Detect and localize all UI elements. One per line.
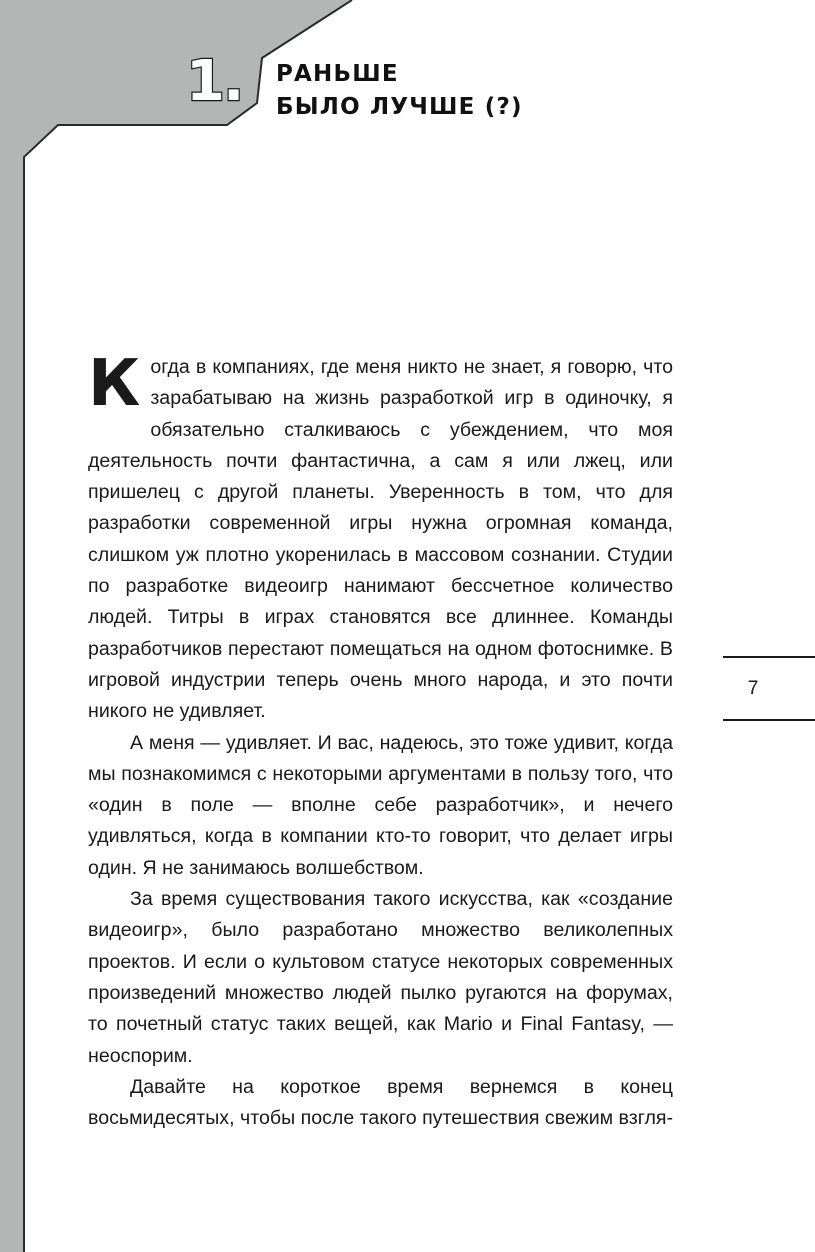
- paragraph-1: [88, 347, 673, 728]
- page-number: 7: [747, 678, 759, 699]
- paragraph-4: Давайте на короткое время вернемся в конец восьмидесятых, чтобы после такого путешествия свежим взгля-: [88, 1075, 674, 1130]
- paragraph-1-text: огда в компаниях, где меня никто не знает, я говорю, что зарабатываю на жизнь разработкой игр в одиночку, я обязательно сталкиваюсь с убеждением, что моя деятельность почти фантастична, а сам я или лжец, или пришелец с другой планеты. Уверенность в том, что для разработки современной игры нужна огромная команда, слишком уж плотно укоренилась в массовом сознании. Студии по разработке видеоигр нанимают бессчетное количество людей. Титры в играх становятся все длиннее. Команды разработчиков перестают помещаться на одном фотоснимке. В игровой индустрии теперь очень много народа, и это почти никого не удивляет.: [88, 356, 673, 723]
- chapter-title-line-1: РАНЬШЕ: [276, 61, 399, 87]
- paragraph-3: За время существования такого искусства, как «создание видеоигр», было разработано множество великолепных проектов. И если о культовом статусе некоторых современных произведений множество людей пылко ругаются на форумах, то почетный статус таких вещей, как Mario и Final Fantasy, — неоспорим.: [88, 888, 673, 1067]
- chapter-number: [186, 49, 246, 114]
- svg-text:1.: 1.: [186, 49, 243, 114]
- chapter-body-text: [88, 347, 674, 1134]
- page-number-rule-top: [723, 656, 815, 658]
- drop-cap-letter: К: [88, 347, 141, 421]
- chapter-title: [276, 58, 523, 124]
- paragraph-2: А меня — удивляет. И вас, надеюсь, это тоже удивит, когда мы познакомимся с некоторыми аргументами в пользу того, что «один в поле — вполне себе разработчик», и нечего удивляться, когда в компании кто-то говорит, что делает игры один. Я не занимаюсь волшебством.: [88, 731, 673, 879]
- page-number-rule-bottom: [723, 719, 815, 721]
- chapter-title-line-2: БЫЛО ЛУЧШЕ (?): [276, 94, 523, 120]
